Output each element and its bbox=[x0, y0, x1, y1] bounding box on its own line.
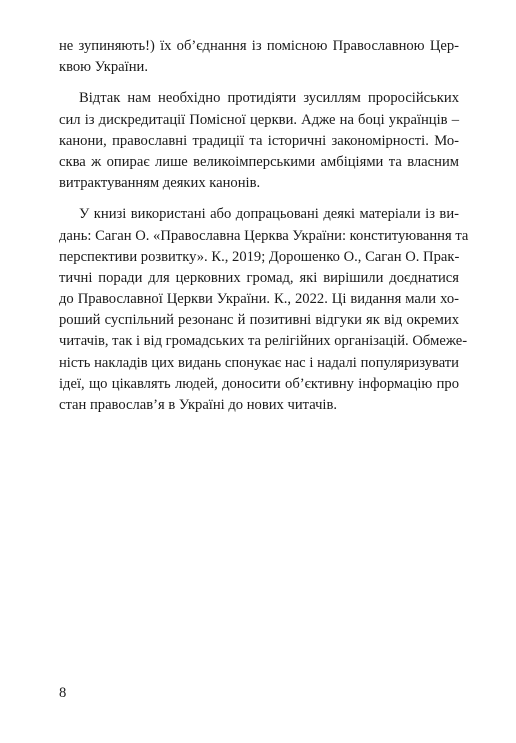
body-text bbox=[59, 36, 469, 416]
paragraph bbox=[59, 204, 469, 416]
text-line: ність накладів цих видань спонукає нас і надалі популяризувати bbox=[59, 354, 459, 371]
text-line: роший суспільний резонанс й позитивні відгуки як від окремих bbox=[59, 312, 459, 329]
text-line: У книзі використані або допрацьовані деякі матеріали із ви- bbox=[79, 206, 459, 223]
text-line: витрактуванням деяких канонів. bbox=[59, 175, 261, 192]
text-line: дань: Саган О. «Православна Церква України: конституювання та bbox=[59, 227, 469, 244]
page-number: 8 bbox=[59, 685, 67, 701]
text-line: стан православ’я в Україні до нових читачів. bbox=[59, 397, 338, 413]
text-line: квою України. bbox=[59, 59, 148, 76]
text-line: читачів, так і від громадських та релігійних організацій. Обмеже- bbox=[59, 333, 468, 350]
text-line: Відтак нам необхідно протидіяти зусиллям проросійських bbox=[79, 90, 459, 107]
paragraph bbox=[59, 88, 459, 194]
text-line: сква ж опирає лише великоімперськими амбіціями та власним bbox=[59, 153, 459, 170]
text-line: до Православної Церкви України. К., 2022. Ці видання мали хо- bbox=[59, 291, 459, 308]
text-line: не зупиняють!) їх об’єднання із помісною Православною Цер- bbox=[59, 38, 459, 54]
text-line: сил із дискредитації Помісної церкви. Адже на боці українців – bbox=[59, 111, 459, 128]
text-line: ідеї, що цікавлять людей, доносити об’єктивну інформацію про bbox=[59, 375, 459, 392]
paragraph bbox=[59, 36, 459, 78]
text-line: перспективи розвитку». К., 2019; Дорошенко О., Саган О. Прак- bbox=[59, 248, 460, 265]
text-line: канони, православні традиції та історичні закономірності. Мо- bbox=[59, 132, 459, 149]
text-line: тичні поради для церковних громад, які вирішили доєднатися bbox=[59, 269, 459, 286]
